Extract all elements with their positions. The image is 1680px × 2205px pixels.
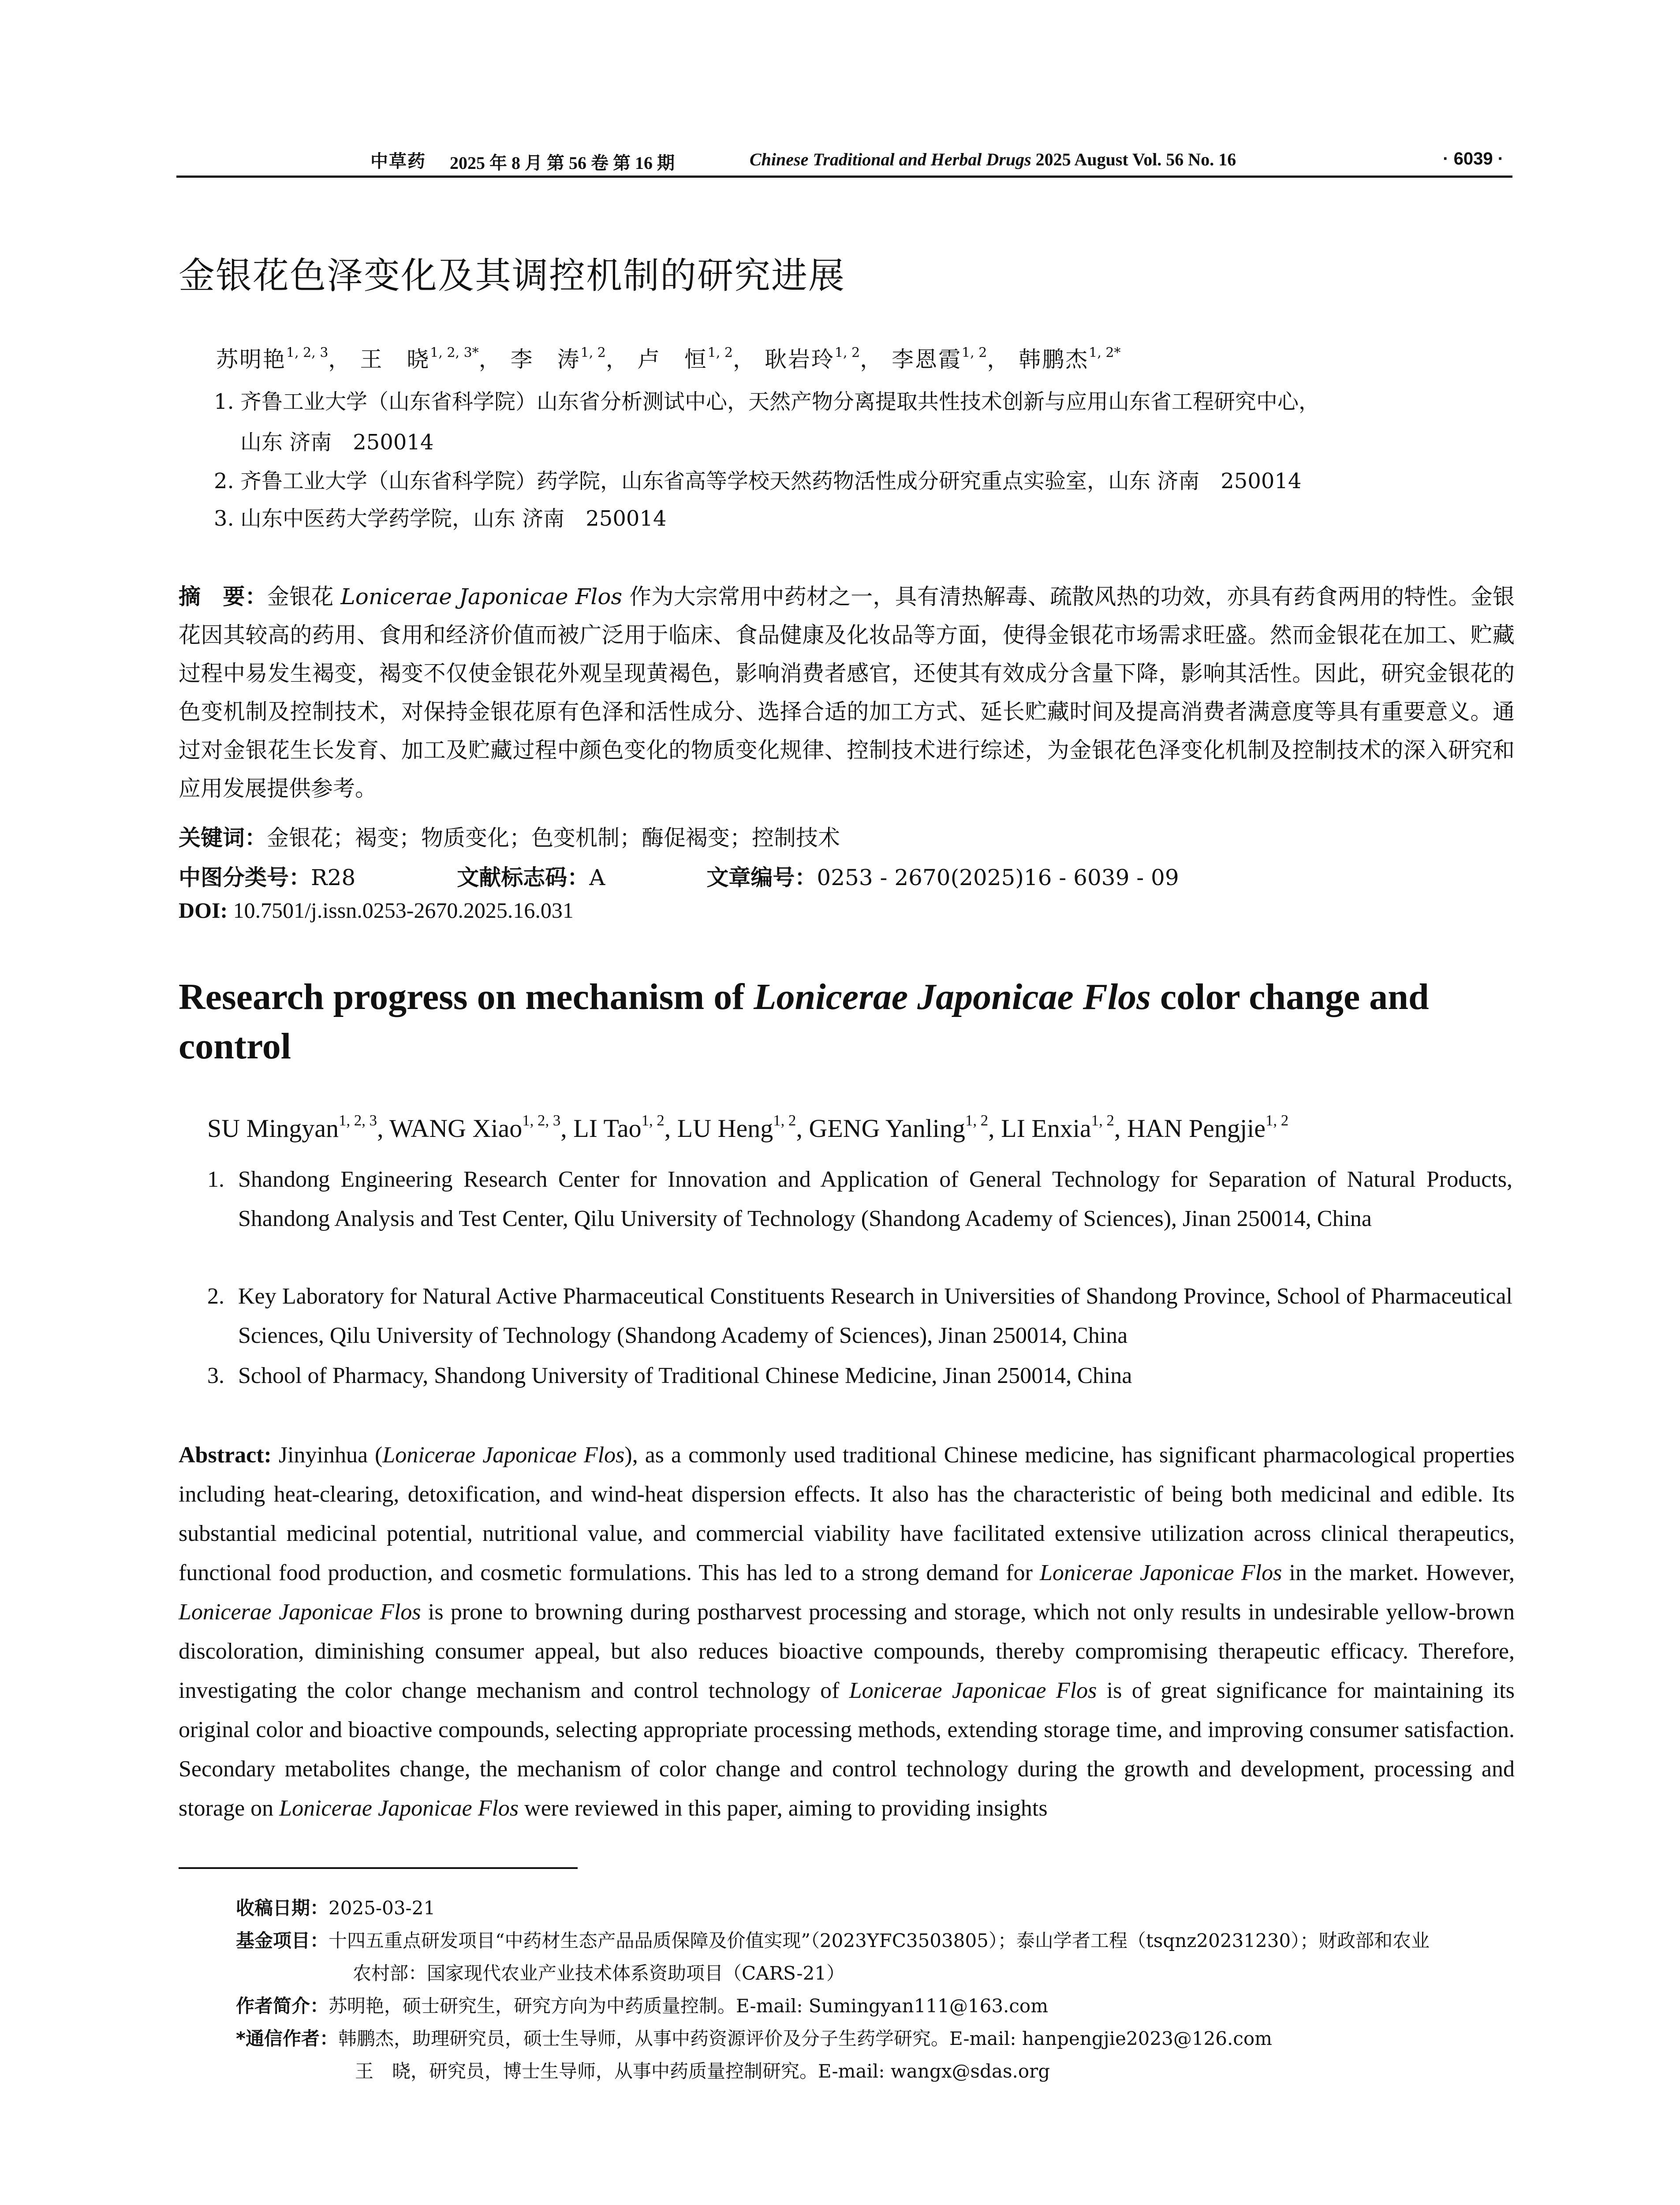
abstract-cn-label: 摘 要： [179,584,267,609]
latin-name: Lonicerae Japonicae Flos [340,584,623,609]
affiliation-en-2: 2. Key Laboratory for Natural Active Pharmaceutical Constituents Research in Universities of Shandong Province, School of Pharmaceutical Sciences, Qilu University of Technology (Shandong Academy of Sciences), Jinan 250014, China [207,1284,1512,1348]
title-en: Research progress on mechanism of Lonicerae Japonicae Flos color change and control [179,976,1429,1067]
footnote-fund: 基金项目： 十四五重点研发项目“中药材生态产品品质保障及价值实现”（2023YFC3503805）；泰山学者工程（tsqnz20231230）；财政部和农业 [236,1930,1430,1951]
issue-en-text: 2025 August Vol. 56 No. 16 [1031,149,1236,169]
header-rule [176,176,1512,178]
doi: DOI: 10.7501/j.issn.0253-2670.2025.16.031 [179,898,574,923]
classification-line: 中图分类号：R28 文献标志码：A 文章编号：0253 - 2670(2025)16 - 6039 - 09 [179,865,1179,890]
abstract-cn: 摘 要：金银花 Lonicerae Japonicae Flos 作为大宗常用中药材之一，具有清热解毒、疏散风热的功效，亦具有药食两用的特性。金银花因其较高的药用、食用和经济价值而被广泛用于临床、食品健康及化妆品等方面，使得金银花市场需求旺盛。然而金银花在加工、贮藏过程中易发生褐变，褐变不仅使金银花外观呈现黄褐色，影响消费者感官，还使其有效成分含量下降，影响其活性。因此，研究金银花的色变机制及控制技术，对保持金银花原有色泽和活性成分、选择合适的加工方式、延长贮藏时间及提高消费者满意度等具有重要意义。通过对金银花生长发育、加工及贮藏过程中颜色变化的物质变化规律、控制技术进行综述，为金银花色泽变化机制及控制技术的深入研究和应用发展提供参考。 [179,584,1515,801]
author-cn: 苏明艳$^{1, 2, 3}$， [216,345,352,372]
affiliation-cn-2: 2. 齐鲁工业大学（山东省科学院）药学院，山东省高等学校天然药物活性成分研究重点实验室，山东 济南 250014 [214,469,1302,493]
authors-cn [216,342,1121,374]
affiliation-cn-3: 3. 山东中医药大学药学院，山东 济南 250014 [214,506,667,531]
author-cn: 耿岩玲$^{1, 2}$， [764,345,884,372]
affiliation-cn-1: 1. 齐鲁工业大学（山东省科学院）山东省分析测试中心，天然产物分离提取共性技术创新与应用山东省工程研究中心， 山东 济南 250014 [214,389,1320,455]
author-cn: 韩鹏杰$^{1, 2*}$ [1019,345,1121,372]
footnote-corresponding: *通信作者： 韩鹏杰，助理研究员，硕士生导师，从事中药资源评价及分子生药学研究。E-mail: hanpengjie2023@126.com [236,2028,1272,2049]
footnote-fund-cont: 农村部：国家现代农业产业技术体系资助项目（CARS-21） [353,1962,845,1984]
footnote-received: 收稿日期： 2025-03-21 [236,1897,436,1919]
issue-cn [450,149,675,174]
journal-en-text: Chinese Traditional and Herbal Drugs [750,149,1031,169]
footnote-author: 作者简介： 苏明艳，硕士研究生，研究方向为中药质量控制。E-mail: Sumingyan111@163.com [236,1995,1049,2017]
footnotes [236,1892,1515,2088]
issue-cn-text: 2025 年 8 月 第 56 卷 第 16 期 [450,153,675,173]
author-cn: 卢 恒$^{1, 2}$， [637,345,757,372]
author-cn: 王 晓$^{1, 2, 3*}$， [360,345,502,372]
affiliation-en-3: 3. School of Pharmacy, Shandong University of Traditional Chinese Medicine, Jinan 250014, China [207,1363,1132,1388]
author-cn: 李 涛$^{1, 2}$， [510,345,629,372]
page-number: · 6039 · [1443,149,1504,168]
title-cn: 金银花色泽变化及其调控机制的研究进展 [179,255,846,297]
footnote-corresponding-2: 王 晓，研究员，博士生导师，从事中药质量控制研究。E-mail: wangx@sdas.org [355,2060,1050,2082]
keywords-cn: 关键词：金银花；褐变；物质变化；色变机制；酶促褐变；控制技术 [179,825,840,851]
running-header [176,146,1512,176]
journal-name-en [750,149,1236,170]
abstract-en-label: Abstract: [179,1443,272,1468]
journal-name-cn: 中草药 [370,151,426,171]
affiliation-en-1: 1. Shandong Engineering Research Center for Innovation and Application of General Technology for Separation of Natural Products, Shandong Analysis and Test Center, Qilu University of Technology (Shandong Academy of Sciences), Jinan 250014, China [207,1167,1512,1231]
authors-en: SU Mingyan$^{1, 2, 3}$, WANG Xiao$^{1, 2, 3}$, LI Tao$^{1, 2}$, LU Heng$^{1, 2}$, GENG Yanling$^{1, 2}$, LI Enxia$^{1, 2}$, HAN Pengjie$^{1, 2}$ [207,1111,1289,1143]
abstract-en: Abstract: Jinyinhua (Lonicerae Japonicae Flos), as a commonly used traditional Chinese medicine, has significant pharmacological properties including heat-clearing, detoxification, and wind-heat dispersion effects. It also has the characteristic of being both medicinal and edible. Its substantial medicinal potential, nutritional value, and commercial viability have facilitated extensive utilization across clinical therapeutics, functional food production, and cosmetic formulations. This has led to a strong demand for Lonicerae Japonicae Flos in the market. However, Lonicerae Japonicae Flos is prone to browning during postharvest processing and storage, which not only results in undesirable yellow-brown discoloration, diminishing consumer appeal, but also reduces bioactive compounds, thereby compromising therapeutic efficacy. Therefore, investigating the color change mechanism and control technology of Lonicerae Japonicae Flos is of great significance for maintaining its original color and bioactive compounds, selecting appropriate processing methods, extending storage time, and improving consumer satisfaction. Secondary metabolites change, the mechanism of color change and control technology during the growth and development, processing and storage on Lonicerae Japonicae Flos were reviewed in this paper, aiming to providing insights [179,1443,1515,1821]
footnote-rule [179,1867,578,1869]
author-cn: 李恩霞$^{1, 2}$， [892,345,1011,372]
